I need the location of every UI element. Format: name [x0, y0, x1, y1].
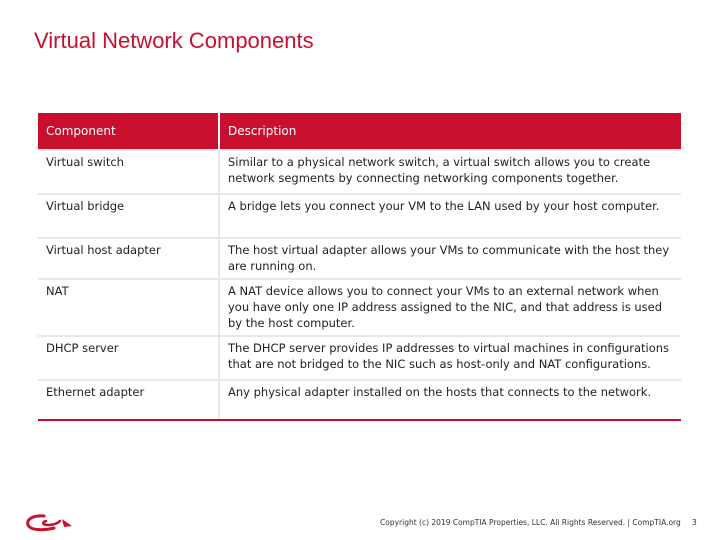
cell-description: Similar to a physical network switch, a virtual switch allows you to create network segments by connecting networking components together. [219, 150, 681, 194]
cell-component: Ethernet adapter [38, 380, 219, 420]
cell-component: Virtual bridge [38, 194, 219, 238]
cell-description: A NAT device allows you to connect your VMs to an external network when you have only one IP address assigned to the NIC, and that address is used by the host computer. [219, 279, 681, 336]
table-row [38, 150, 681, 194]
components-table [38, 113, 681, 421]
cell-component: Virtual switch [38, 150, 219, 194]
table-row [38, 336, 681, 380]
table-row [38, 380, 681, 420]
cell-component: NAT [38, 279, 219, 336]
table-row [38, 238, 681, 279]
cell-component: DHCP server [38, 336, 219, 380]
cell-description: A bridge lets you connect your VM to the LAN used by your host computer. [219, 194, 681, 238]
cell-description: The DHCP server provides IP addresses to virtual machines in configurations that are not bridged to the NIC such as host-only and NAT configurations. [219, 336, 681, 380]
cell-component: Virtual host adapter [38, 238, 219, 279]
table-row [38, 279, 681, 336]
copyright-footer: Copyright (c) 2019 CompTIA Properties, LLC. All Rights Reserved. | CompTIA.org [380, 518, 681, 527]
slide-title: Virtual Network Components [34, 28, 314, 53]
cell-description: Any physical adapter installed on the hosts that connects to the network. [219, 380, 681, 420]
table-header-row [38, 113, 681, 150]
table-row [38, 194, 681, 238]
header-component: Component [38, 113, 219, 150]
cell-description: The host virtual adapter allows your VMs to communicate with the host they are running on. [219, 238, 681, 279]
page-number: 3 [692, 518, 697, 527]
header-description: Description [219, 113, 681, 150]
comptia-logo [24, 512, 76, 534]
